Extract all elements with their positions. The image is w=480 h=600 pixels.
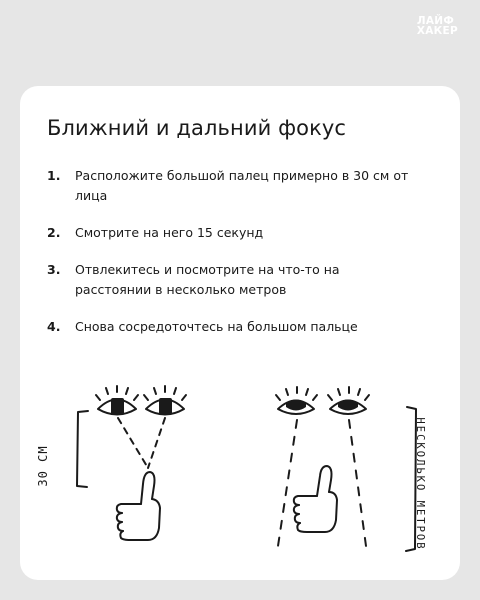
step-number: 3. [47,262,61,277]
step-text: Снова сосредоточтесь на большом пальце [75,319,358,334]
thumbs-up-icon [294,466,337,532]
thumbs-up-icon [117,472,160,540]
page-title: Ближний и дальний фокус [47,116,347,140]
eye-icon [144,386,186,415]
eye-icon [328,387,369,414]
far-distance-label: НЕСКОЛЬКО МЕТРОВ [414,417,426,551]
step-number: 2. [47,225,61,240]
near-focus-group [77,386,186,540]
logo-line-1: ЛАЙФ [416,15,455,27]
sight-line [278,420,297,546]
lifehacker-logo [417,16,458,36]
sight-line [118,418,148,468]
sight-line [148,418,165,468]
step-text: Смотрите на него 15 секунд [75,225,264,240]
step-number: 4. [47,319,61,334]
list-item [47,317,415,337]
steps-list [47,166,415,354]
content-card [20,86,460,580]
list-item [47,223,415,243]
step-number: 1. [47,168,61,183]
sight-line [349,420,366,546]
far-focus-group [276,387,416,551]
list-item [47,260,415,300]
distance-bracket [77,411,88,487]
near-distance-label: 30 СМ [36,445,50,487]
focus-illustration [20,376,460,576]
step-text: Расположите большой палец примерно в 30 см от лица [75,168,409,203]
eye-icon [96,386,138,415]
eye-icon [276,387,317,414]
list-item [47,166,415,206]
step-text: Отвлекитесь и посмотрите на что-то на расстоянии в несколько метров [75,262,340,297]
logo-line-2: ХАКЕР [416,25,458,37]
